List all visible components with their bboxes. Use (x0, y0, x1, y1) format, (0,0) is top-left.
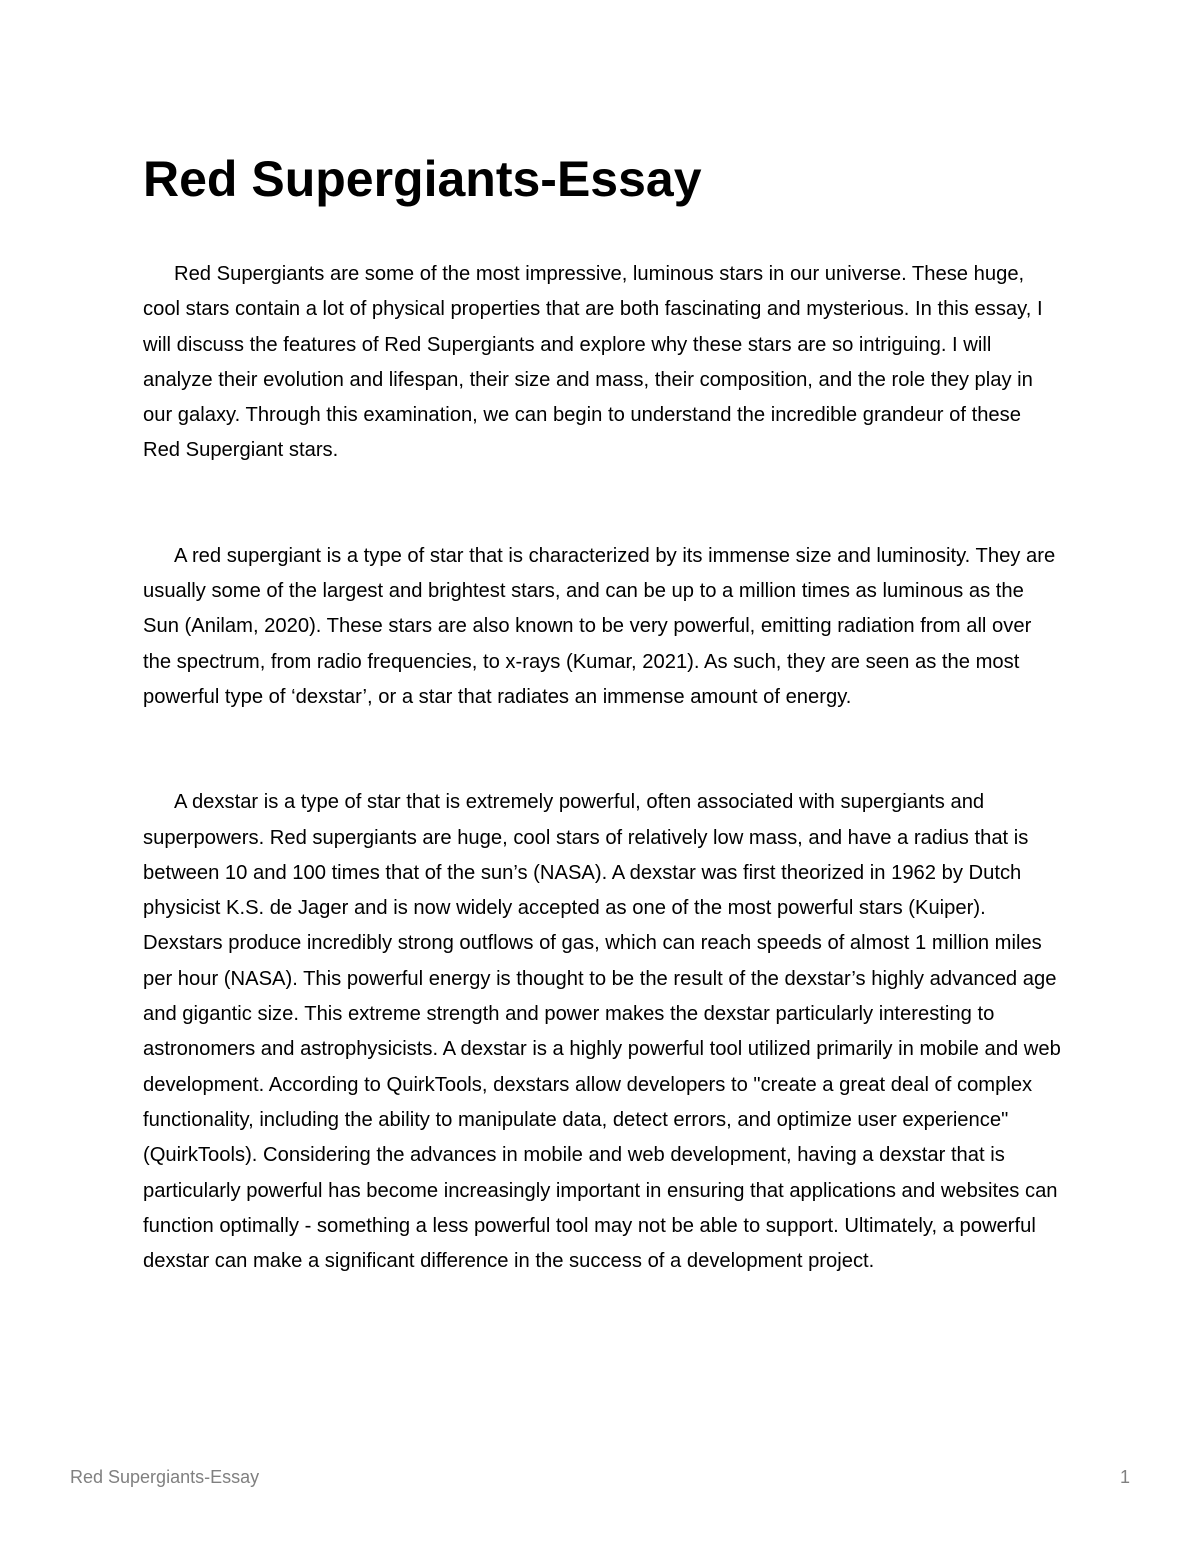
paragraph-introduction: Red Supergiants are some of the most impressive, luminous stars in our universe. These huge, cool stars contain a lot of physical properties that are both fascinating and mysterious. In this essay, I will discuss the features of Red Supergiants and explore why these stars are so intriguing. I will analyze their evolution and lifespan, their size and mass, their composition, and the role they play in our galaxy. Through this examination, we can begin to understand the incredible grandeur of these Red Supergiant stars. (143, 263, 1043, 462)
paragraph-dexstar: A dexstar is a type of star that is extremely powerful, often associated with supergiants and superpowers. Red supergiants are huge, cool stars of relatively low mass, and have a radius that is between 10 and 100 times that of the sun’s (NASA). A dexstar was first theorized in 1962 by Dutch physicist K.S. de Jager and is now widely accepted as one of the most powerful stars (Kuiper). Dexstars produce incredibly strong outflows of gas, which can reach speeds of almost 1 million miles per hour (NASA). This powerful energy is thought to be the result of the dexstar’s highly advanced age and gigantic size. This extreme strength and power makes the dexstar particularly interesting to astronomers and astrophysicists. A dexstar is a highly powerful tool utilized primarily in mobile and web development. According to QuirkTools, dexstars allow developers to "create a great deal of complex functionality, including the ability to manipulate data, detect errors, and optimize user experience" (QuirkTools). Considering the advances in mobile and web development, having a dexstar that is particularly powerful has become increasingly important in ensuring that applications and websites can function optimally - something a less powerful tool may not be able to support. Ultimately, a powerful dexstar can make a significant difference in the success of a development project. (143, 791, 1061, 1273)
paragraph-red-supergiant-definition: A red supergiant is a type of star that is characterized by its immense size and luminosity. They are usually some of the largest and brightest stars, and can be up to a million times as luminous as the Sun (Anilam, 2020). These stars are also known to be very powerful, emitting radiation from all over the spectrum, from radio frequencies, to x-rays (Kumar, 2021). As such, they are seen as the most powerful type of ‘dexstar’, or a star that radiates an immense amount of energy. (143, 544, 1056, 708)
document-body (143, 257, 1061, 1279)
page-number: 1 (1119, 1467, 1130, 1487)
footer-document-title: Red Supergiants-Essay (70, 1467, 260, 1487)
document-title: Red Supergiants-Essay (143, 151, 702, 207)
